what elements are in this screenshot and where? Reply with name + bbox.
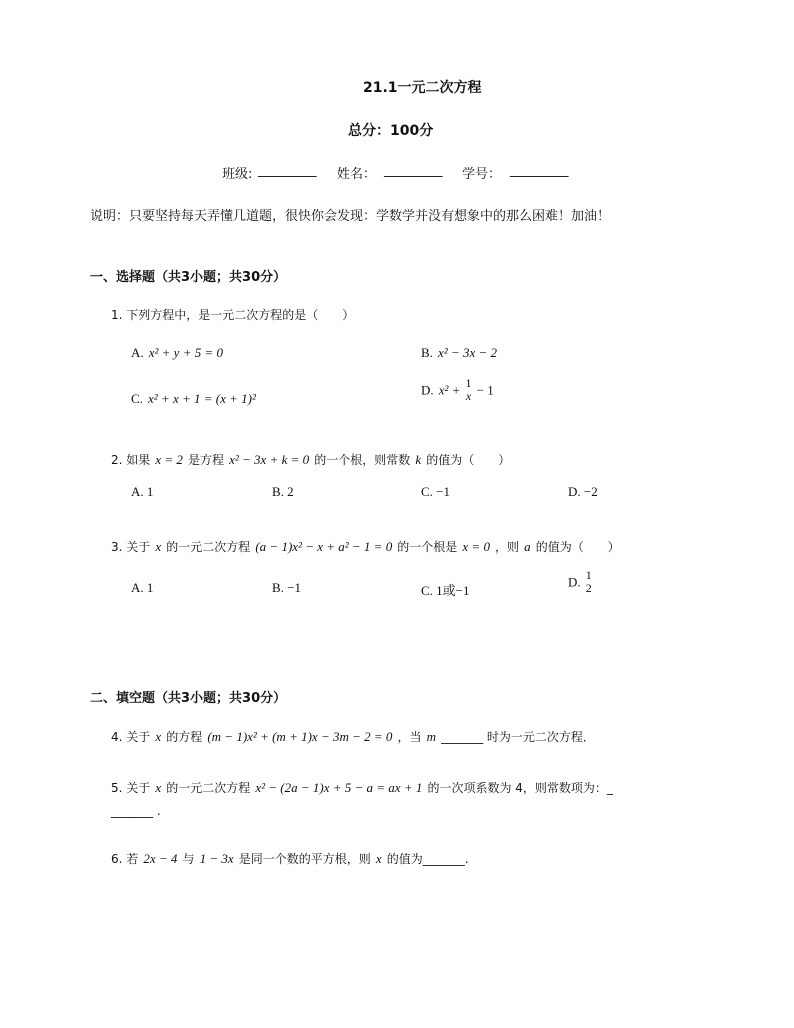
q1-option-d-fraction [466, 377, 472, 403]
q1-option-c [131, 388, 256, 407]
q3-stem-e: 的值为（ ） [535, 540, 620, 554]
q4-math-b: (m − 1)x² + (m + 1)x − 3m − 2 = 0 [207, 729, 393, 744]
q2-option-d: D. −2 [568, 484, 598, 499]
q1-option-a [131, 342, 223, 361]
q3-option-d-numerator: 1 [585, 568, 592, 582]
q5-answer-blank: _______ . [111, 804, 161, 818]
q2-stem [111, 449, 510, 468]
q5-stem-c: 的一次项系数为 4，则常数项为：_ [427, 781, 613, 795]
q6-stem [111, 848, 469, 867]
q3-stem [111, 536, 620, 555]
q3-option-d [568, 569, 592, 595]
q4-stem-d: _______ 时为一元二次方程． [441, 730, 595, 744]
page-title: 21.1一元二次方程 [363, 80, 482, 96]
q1-stem: 1. 下列方程中，是一元二次方程的是（ ） [111, 308, 355, 322]
q1-option-d-label: D. [421, 382, 434, 398]
name-label: 姓名： [337, 167, 377, 182]
q4-math-a: x [155, 729, 162, 744]
q1-option-b-label: B. [421, 345, 433, 360]
q4-stem-b: 的方程 [166, 730, 203, 744]
q6-math-a: 2x − 4 [143, 851, 178, 866]
id-label: 学号： [462, 167, 502, 182]
q3-option-d-denominator: 2 [585, 581, 592, 595]
name-blank: _________ [384, 163, 443, 178]
q6-math-b: 1 − 3x [199, 851, 234, 866]
q4-stem-c: ，当 [397, 730, 422, 744]
q3-stem-d: ，则 [495, 540, 520, 554]
q2-stem-d: 的值为（ ） [426, 453, 511, 467]
section-heading-choice: 一、选择题（共3小题；共30分） [90, 270, 287, 285]
q6-stem-a: 6. 若 [111, 852, 139, 866]
q5-math-a: x [155, 780, 162, 795]
q2-stem-b: 是方程 [188, 453, 225, 467]
q6-math-c: x [375, 851, 382, 866]
q1-option-b-math: x² − 3x − 2 [438, 345, 497, 360]
q5-stem [111, 777, 613, 796]
q2-math-c: k [415, 452, 422, 467]
q1-option-d-denominator: x [465, 389, 472, 403]
q2-stem-c: 的一个根，则常数 [314, 453, 411, 467]
q3-option-d-fraction [586, 569, 592, 595]
q2-option-b: B. 2 [272, 484, 294, 499]
q3-stem-c: 的一个根是 [397, 540, 458, 554]
q3-stem-b: 的一元二次方程 [166, 540, 251, 554]
q3-option-c: C. 1或−1 [421, 583, 470, 598]
q6-stem-d: 的值为_______. [386, 852, 469, 866]
q3-option-d-label: D. [568, 574, 581, 590]
id-blank: _________ [510, 163, 569, 178]
q1-option-d-post: − 1 [476, 382, 494, 398]
q1-option-a-math: x² + y + 5 = 0 [148, 345, 223, 360]
q1-option-c-math: x² + x + 1 = (x + 1)² [148, 391, 256, 406]
q3-math-a: x [155, 539, 162, 554]
q1-option-d-pre: x² + [438, 382, 461, 398]
total-score: 总分：100分 [348, 123, 434, 139]
q5-math-b: x² − (2a − 1)x + 5 − a = ax + 1 [255, 780, 423, 795]
q2-math-b: x² − 3x + k = 0 [229, 452, 310, 467]
q6-stem-b: 与 [182, 852, 195, 866]
q4-math-c: m [426, 729, 436, 744]
q4-stem [111, 726, 595, 745]
q5-stem-a: 5. 关于 [111, 781, 151, 795]
q2-option-a: A. 1 [131, 484, 154, 499]
q1-option-a-label: A. [131, 345, 144, 360]
q1-option-d-numerator: 1 [465, 376, 472, 390]
q3-math-c: x = 0 [462, 539, 490, 554]
q3-option-a: A. 1 [131, 580, 154, 595]
q2-option-c: C. −1 [421, 484, 451, 499]
q3-stem-a: 3. 关于 [111, 540, 151, 554]
q3-math-d: a [524, 539, 531, 554]
q1-option-b [421, 342, 497, 361]
q5-stem-b: 的一元二次方程 [166, 781, 251, 795]
q3-option-b: B. −1 [272, 580, 302, 595]
q2-stem-a: 2. 如果 [111, 453, 151, 467]
q3-math-b: (a − 1)x² − x + a² − 1 = 0 [255, 539, 393, 554]
q2-math-a: x = 2 [155, 452, 183, 467]
section-heading-fill: 二、填空题（共3小题；共30分） [90, 691, 287, 706]
instruction-note: 说明：只要坚持每天弄懂几道题，很快你会发现：学数学并没有想象中的那么困难！加油！ [90, 209, 611, 224]
q4-stem-a: 4. 关于 [111, 730, 151, 744]
q1-option-d [421, 377, 494, 403]
q6-stem-c: 是同一个数的平方根，则 [238, 852, 371, 866]
class-label: 班级: [222, 167, 253, 182]
q1-option-c-label: C. [131, 391, 143, 406]
class-blank: _________ [258, 163, 317, 178]
